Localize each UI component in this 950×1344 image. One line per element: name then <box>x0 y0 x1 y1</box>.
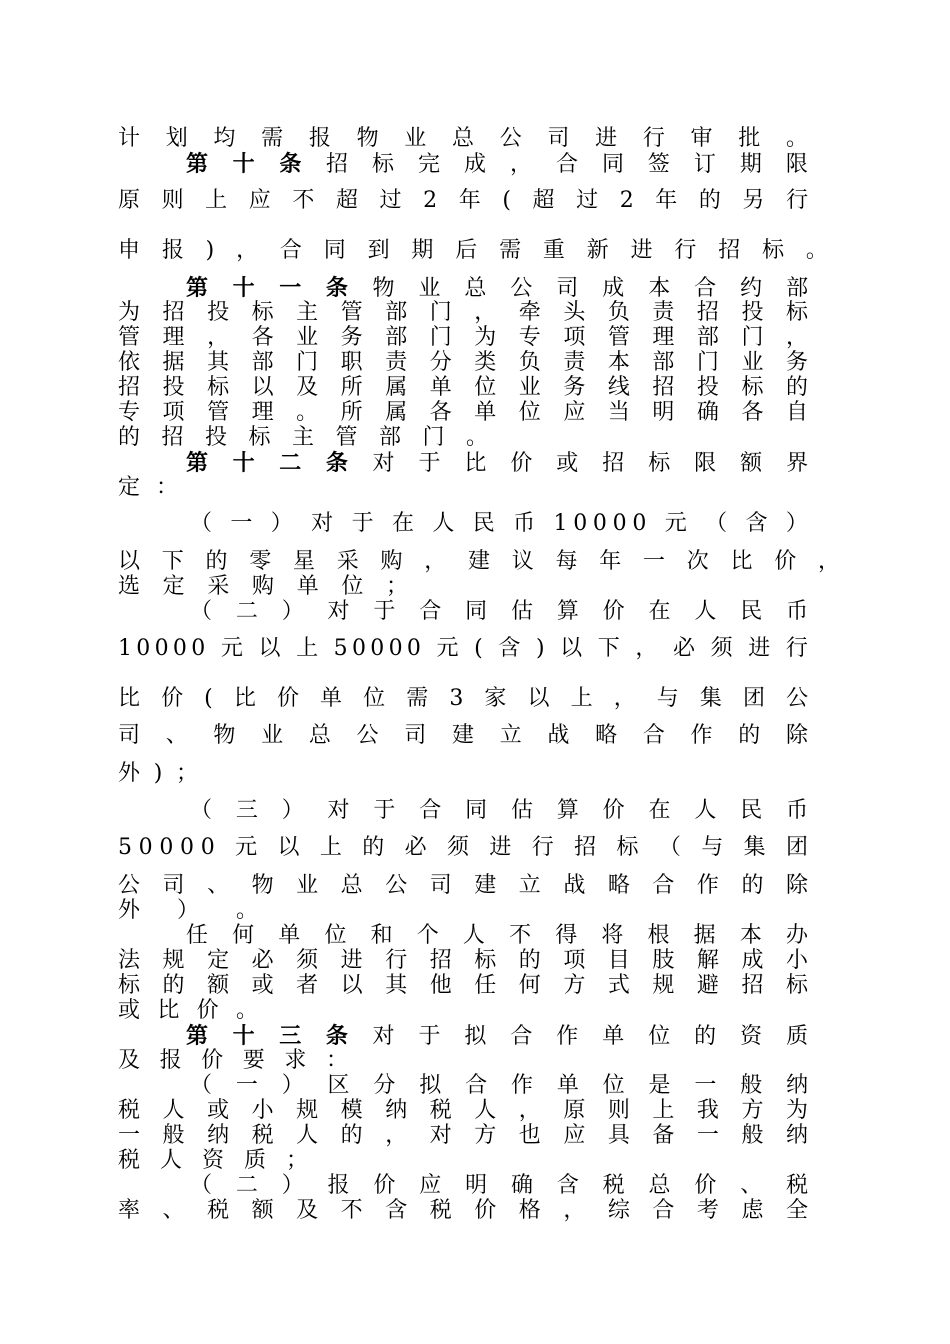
line-text: 标 的 额 或 者 以 其 他 任 何 方 式 规 避 招 标 <box>118 973 816 998</box>
line-text: 外 ） 。 <box>118 898 273 923</box>
line-text: 对 于 比 价 或 招 标 限 额 界 <box>372 451 817 476</box>
line-text: 管 理 ， 各 业 务 部 门 为 专 项 管 理 部 门 ， <box>118 325 816 350</box>
text-line <box>118 759 201 789</box>
line-text: 选 定 采 购 单 位 ； <box>118 574 416 599</box>
article-heading-line <box>186 448 817 478</box>
line-text: 申 报 ) ， 合 同 到 期 后 需 重 新 进 行 招 标 。 <box>118 238 836 263</box>
text-line <box>118 1196 816 1226</box>
line-text: 物 业 总 公 司 成 本 合 约 部 <box>372 276 817 301</box>
line-text: 外 ) ； <box>118 761 202 786</box>
text-line <box>118 721 817 751</box>
text-line <box>118 634 812 664</box>
article-heading: 第 十 三 条 <box>186 1023 373 1049</box>
line-text: 税 人 资 质 ； <box>118 1148 315 1173</box>
line-text: 定 ： <box>118 475 183 500</box>
line-text: （ 一 ） 区 分 拟 合 作 单 位 是 一 般 纳 <box>190 1073 817 1098</box>
line-text: 计 划 均 需 报 物 业 总 公 司 进 行 审 批 。 <box>118 126 818 151</box>
text-line <box>190 597 817 627</box>
line-text: 招 投 标 以 及 所 属 单 位 业 务 线 招 投 标 的 <box>118 375 816 400</box>
line-text: 比 价 ( 比 价 单 位 需 3 家 以 上 ， 与 集 团 公 <box>118 686 816 711</box>
line-text: 一 般 纳 税 人 的 ， 对 方 也 应 具 备 一 般 纳 <box>118 1123 816 1148</box>
line-text: （ 二 ） 报 价 应 明 确 含 税 总 价 、 税 <box>190 1173 817 1198</box>
text-line <box>118 186 815 216</box>
line-text: 原 则 上 应 不 超 过 2 年 ( 超 过 2 年 的 另 行 <box>118 188 816 213</box>
line-text: 以 下 的 零 星 采 购 ， 建 议 每 年 一 次 比 价 ， <box>118 549 848 574</box>
line-text: 税 人 或 小 规 模 纳 税 人 ， 原 则 上 我 方 为 <box>118 1098 816 1123</box>
line-text: 率 、 税 额 及 不 含 税 价 格 ， 综 合 考 虑 全 <box>118 1198 816 1223</box>
line-text: （ 三 ） 对 于 合 同 估 算 价 在 人 民 币 <box>190 798 817 823</box>
text-line <box>118 473 183 503</box>
line-text: 10000 元 以 上 50000 元 ( 含 ) 以 下 ， 必 须 进 行 <box>118 636 813 661</box>
article-heading: 第 十 二 条 <box>186 450 373 476</box>
line-text: （ 二 ） 对 于 合 同 估 算 价 在 人 民 币 <box>190 599 817 624</box>
line-text: 的 招 投 标 主 管 部 门 。 <box>118 425 496 450</box>
text-line <box>190 509 814 539</box>
line-text: 司 、 物 业 总 公 司 建 立 战 略 合 作 的 除 <box>118 723 818 748</box>
line-text: 招 标 完 成 ， 合 同 签 订 期 限 <box>325 152 817 177</box>
article-heading: 第 十 条 <box>186 151 326 177</box>
text-line <box>118 684 815 714</box>
line-text: 为 招 投 标 主 管 部 门 ， 牵 头 负 责 招 投 标 <box>118 300 816 325</box>
text-line <box>118 236 835 266</box>
line-text: 50000 元 以 上 的 必 须 进 行 招 标 （ 与 集 团 <box>118 835 815 860</box>
line-text: 任 何 单 位 和 个 人 不 得 将 根 据 本 办 <box>186 923 817 948</box>
article-heading: 第 十 一 条 <box>186 275 373 301</box>
line-text: 或 比 价 。 <box>118 998 264 1023</box>
line-text: 法 规 定 必 须 进 行 招 标 的 项 目 肢 解 成 小 <box>118 948 816 973</box>
text-line <box>118 833 815 863</box>
line-text: 公 司 、 物 业 总 公 司 建 立 战 略 合 作 的 除 <box>118 873 816 898</box>
article-heading-line <box>186 149 816 179</box>
text-line <box>190 796 817 826</box>
line-text: 依 据 其 部 门 职 责 分 类 负 责 本 部 门 业 务 <box>118 350 816 375</box>
line-text: （ 一 ） 对 于 在 人 民 币 10000 元 （ 含 ） <box>190 511 814 536</box>
line-text: 对 于 拟 合 作 单 位 的 资 质 <box>372 1024 817 1049</box>
line-text: 专 项 管 理 。 所 属 各 单 位 应 当 明 确 各 自 <box>118 400 816 425</box>
line-text: 及 报 价 要 求 ： <box>118 1048 355 1073</box>
